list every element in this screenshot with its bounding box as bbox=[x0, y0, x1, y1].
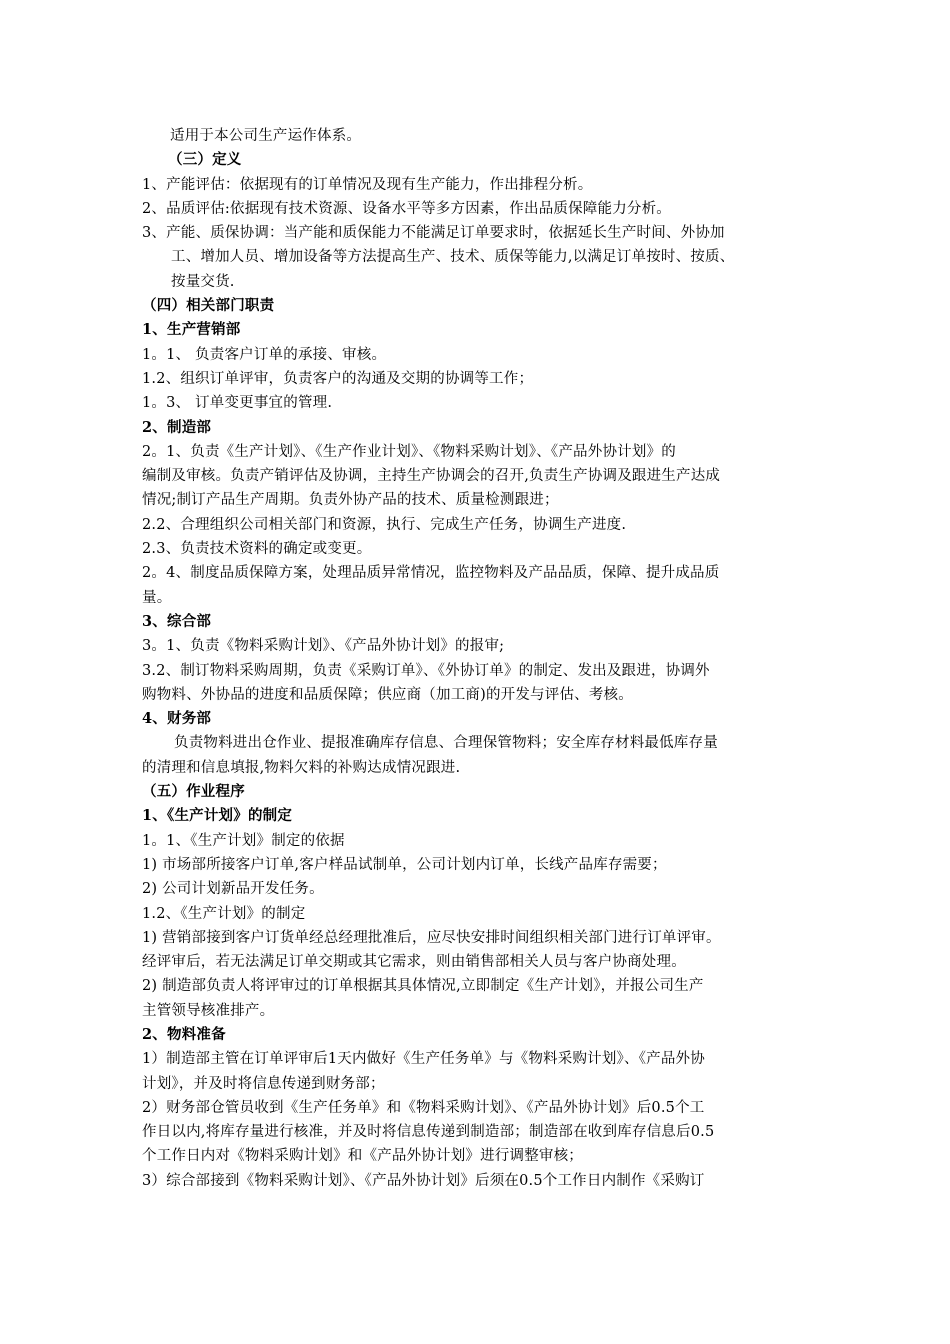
text-line: 1.2、组织订单评审，负责客户的沟通及交期的协调等工作； bbox=[142, 370, 534, 387]
text-line: 2.3、负责技术资料的确定或变更。 bbox=[142, 541, 372, 558]
section-heading: 2、制造部 bbox=[142, 418, 212, 436]
text-line: 2。4、制度品质保障方案，处理品质异常情况，监控物料及产品品质，保障、提升成品质 bbox=[142, 565, 720, 582]
text-line: 1。3、 订单变更事宜的管理. bbox=[142, 395, 333, 412]
text-line: 1）制造部主管在订单评审后1天内做好《生产任务单》与《物料采购计划》、《产品外协 bbox=[142, 1051, 705, 1068]
text-line: 3。1、负责《物料采购计划》、《产品外协计划》的报审; bbox=[142, 638, 505, 655]
text-line: 2) 制造部负责人将评审过的订单根据其具体情况,立即制定《生产计划》，并报公司生产 bbox=[142, 978, 704, 995]
text-line: 负责物料进出仓作业、提报准确库存信息、合理保管物料；安全库存材料最低库存量 bbox=[174, 735, 718, 752]
text-line: 主管领导核准排产。 bbox=[142, 1002, 275, 1019]
text-line: 作日以内,将库存量进行核准，并及时将信息传递到制造部；制造部在收到库存信息后0.5 bbox=[142, 1124, 715, 1141]
text-line: 编制及审核。负责产销评估及协调，主持生产协调会的召开,负责生产协调及跟进生产达成 bbox=[142, 468, 721, 485]
document-page bbox=[142, 124, 814, 1193]
section-heading: 4、财务部 bbox=[142, 710, 212, 728]
text-line: 3、产能、质保协调：当产能和质保能力不能满足订单要求时，依据延长生产时间、外协加 bbox=[142, 225, 725, 242]
text-line: 购物料、外协品的进度和品质保障；供应商（加工商)的开发与评估、考核。 bbox=[142, 686, 633, 703]
text-line: 按量交货. bbox=[171, 273, 235, 290]
section-heading: 3、综合部 bbox=[142, 612, 212, 630]
text-line: 1。1、《生产计划》制定的依据 bbox=[142, 832, 345, 849]
section-heading: （五）作业程序 bbox=[142, 783, 245, 801]
text-line: 2、品质评估:依据现有技术资源、设备水平等多方因素，作出品质保障能力分析。 bbox=[142, 200, 672, 217]
text-line: 1) 市场部所接客户订单,客户样品试制单，公司计划内订单，长线产品库存需要； bbox=[142, 856, 667, 873]
section-heading: （三）定义 bbox=[168, 151, 242, 169]
text-line: 1) 营销部接到客户订货单经总经理批准后，应尽快安排时间组织相关部门进行订单评审。 bbox=[142, 929, 721, 946]
text-line: 量。 bbox=[142, 589, 172, 606]
text-line: 2) 公司计划新品开发任务。 bbox=[142, 881, 324, 898]
section-heading: 1、《生产计划》的制定 bbox=[142, 807, 293, 825]
text-line: 个工作日内对《物料采购计划》和《产品外协计划》进行调整审核； bbox=[142, 1148, 583, 1165]
section-heading: 1、生产营销部 bbox=[142, 321, 241, 339]
text-line: 工、增加人员、增加设备等方法提高生产、技术、质保等能力,以满足订单按时、按质、 bbox=[171, 249, 735, 266]
section-heading: 2、物料准备 bbox=[142, 1025, 226, 1043]
text-line: 适用于本公司生产运作体系。 bbox=[170, 128, 362, 144]
text-line: 1.2、《生产计划》的制定 bbox=[142, 905, 306, 922]
text-line: 经评审后，若无法满足订单交期或其它需求，则由销售部相关人员与客户协商处理。 bbox=[142, 954, 686, 971]
text-line: 2）财务部仓管员收到《生产任务单》和《物料采购计划》、《产品外协计划》后0.5个工 bbox=[142, 1099, 705, 1116]
text-line: 3）综合部接到《物料采购计划》、《产品外协计划》后须在0.5个工作日内制作《采购订 bbox=[142, 1172, 705, 1189]
text-line: 的清理和信息填报,物料欠料的补购达成情况跟进. bbox=[142, 759, 461, 776]
section-heading: （四）相关部门职责 bbox=[142, 297, 275, 315]
text-line: 1、产能评估：依据现有的订单情况及现有生产能力，作出排程分析。 bbox=[142, 176, 593, 193]
text-line: 情况;制订产品生产周期。负责外协产品的技术、质量检测跟进； bbox=[142, 492, 559, 509]
text-line: 2.2、合理组织公司相关部门和资源，执行、完成生产任务，协调生产进度. bbox=[142, 516, 627, 533]
text-line: 1。1、 负责客户订单的承接、审核。 bbox=[142, 346, 387, 363]
text-line: 计划》，并及时将信息传递到财务部； bbox=[142, 1075, 385, 1092]
text-line: 3.2、制订物料采购周期，负责《采购订单》、《外协订单》的制定、发出及跟进，协调外 bbox=[142, 662, 710, 679]
text-line: 2。1、负责《生产计划》、《生产作业计划》、《物料采购计划》、《产品外协计划》的 bbox=[142, 443, 676, 460]
